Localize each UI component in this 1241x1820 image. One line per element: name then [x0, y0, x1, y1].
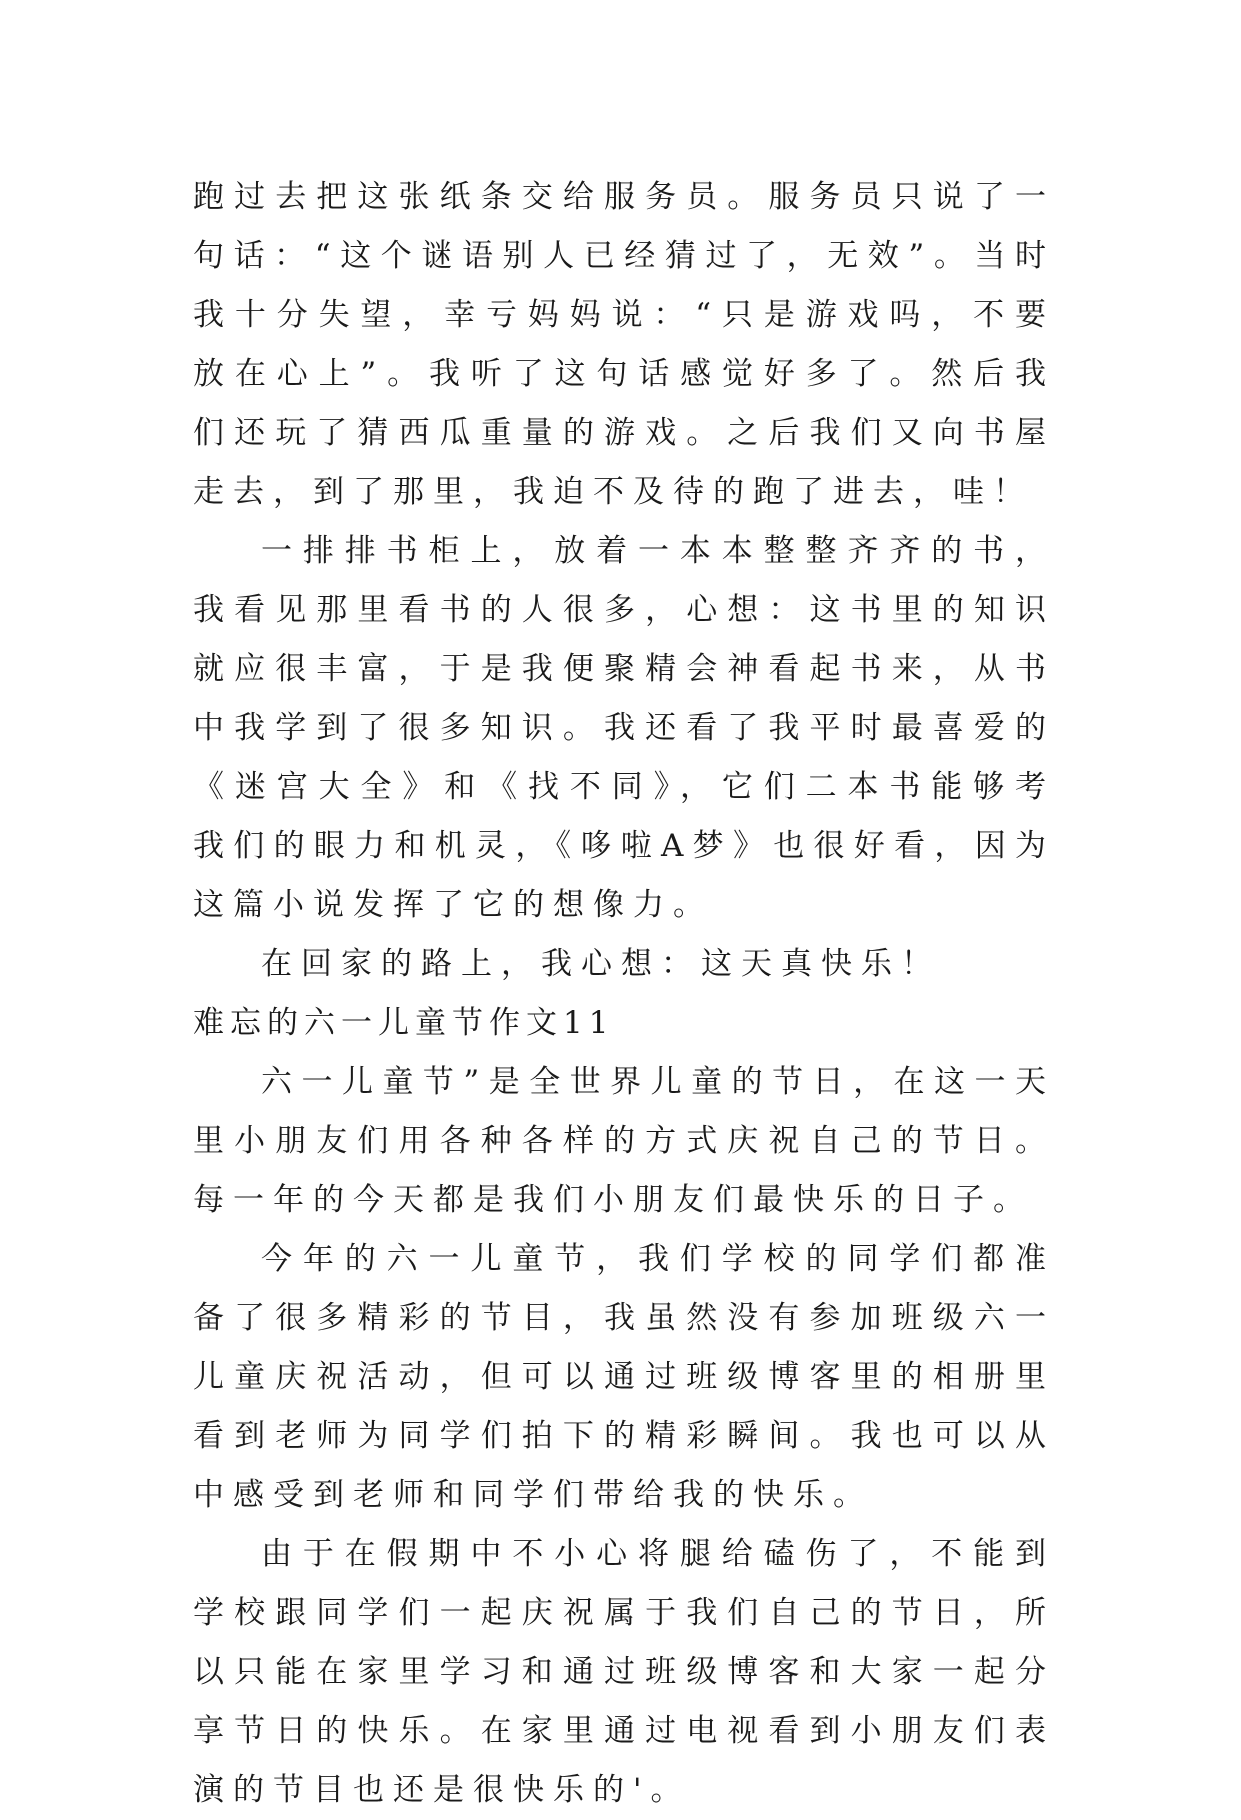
paragraph-3: 在回家的路上，我心想：这天真快乐！: [261, 946, 941, 982]
document-body: [193, 168, 1055, 1820]
paragraph-6: 由于在假期中不小心将腿给磕伤了，不能到学校跟同学们一起庆祝属于我们自己的节日，所以只能在家里学习和通过班级博客和大家一起分享节日的快乐。在家里通过电视看到小朋友们表演的节目也还是很快乐的'。: [193, 1536, 1055, 1808]
section-heading: 难忘的六一儿童节作文11: [193, 1005, 615, 1041]
paragraph-1: 跑过去把这张纸条交给服务员。服务员只说了一句话：“这个谜语别人已经猜过了，无效”。当时我十分失望，幸亏妈妈说：“只是游戏吗，不要放在心上”。我听了这句话感觉好多了。然后我们还玩了猜西瓜重量的游戏。之后我们又向书屋走去，到了那里，我迫不及待的跑了进去，哇！: [193, 179, 1055, 510]
paragraph-2: 一排排书柜上，放着一本本整整齐齐的书，我看见那里看书的人很多，心想：这书里的知识就应很丰富，于是我便聚精会神看起书来，从书中我学到了很多知识。我还看了我平时最喜爱的《迷宫大全》和《找不同》，它们二本书能够考我们的眼力和机灵，《哆啦A梦》也很好看，因为这篇小说发挥了它的想像力。: [193, 533, 1055, 923]
paragraph-5: 今年的六一儿童节，我们学校的同学们都准备了很多精彩的节目，我虽然没有参加班级六一儿童庆祝活动，但可以通过班级博客里的相册里看到老师为同学们拍下的精彩瞬间。我也可以从中感受到老师和同学们带给我的快乐。: [193, 1241, 1055, 1513]
paragraph-4: 六一儿童节”是全世界儿童的节日，在这一天里小朋友们用各种各样的方式庆祝自己的节日。每一年的今天都是我们小朋友们最快乐的日子。: [193, 1064, 1055, 1218]
